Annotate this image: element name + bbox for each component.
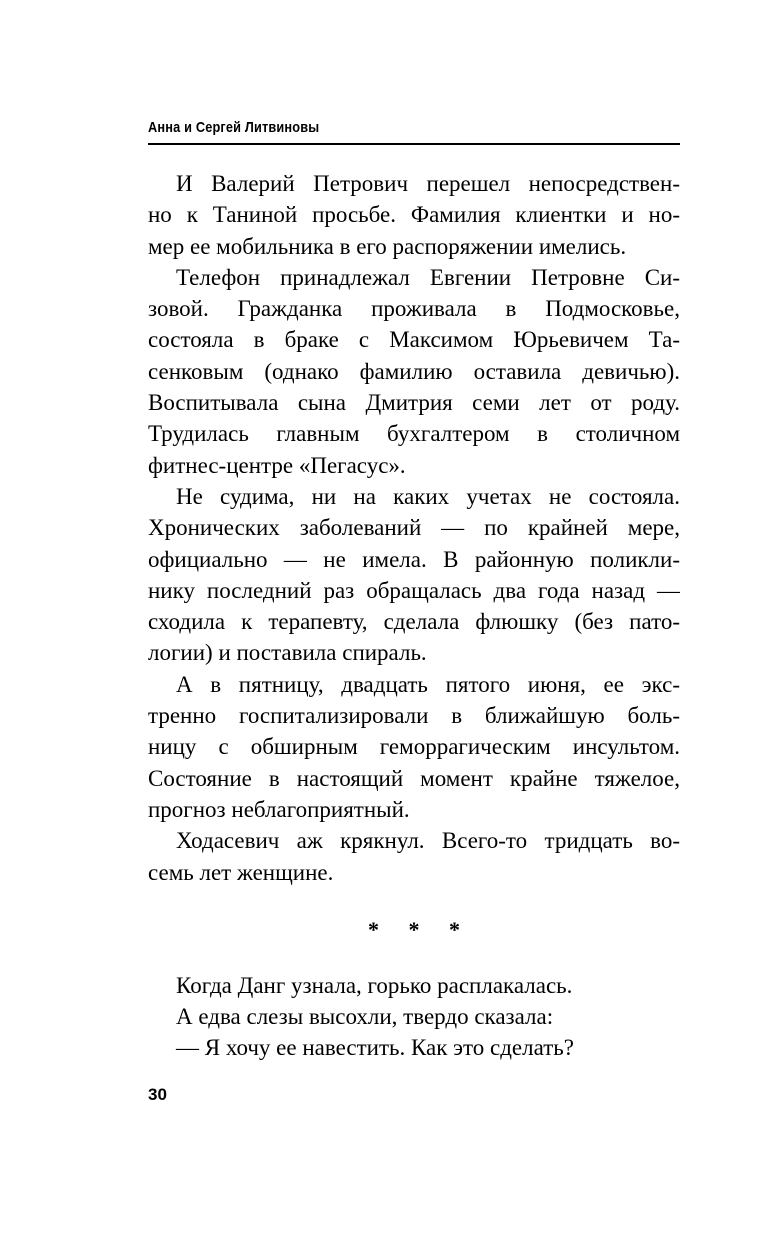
section-separator: * * * [368, 916, 472, 942]
paragraph [148, 1001, 680, 1032]
text-line: Когда Данг узнала, горько расплакалась. [176, 972, 573, 998]
text-line: тренно госпитализировали в ближайшую боль- [148, 703, 680, 729]
text-line: сенковым (однако фамилию оставила девичью). [148, 358, 680, 384]
paragraph [148, 970, 680, 1001]
text-line: ницу с обширным геморрагическим инсультом. [148, 734, 680, 760]
text-line: И Валерий Петрович перешел непосредствен- [176, 171, 680, 196]
text-line: Состояние в настоящий момент крайне тяжелое, [148, 765, 680, 791]
text-line: Телефон принадлежал Евгении Петровне Си- [176, 264, 680, 290]
text-line: мер ее мобильника в его распоряжении имелись. [148, 233, 627, 259]
text-line: официально — не имела. В районную поликли- [148, 546, 680, 572]
text-line: логии) и поставила спираль. [148, 640, 427, 666]
text-line: состояла в браке с Максимом Юрьевичем Та- [148, 327, 680, 353]
running-head-text: Анна и Сергей Литвиновы [148, 119, 320, 136]
paragraph [148, 168, 680, 262]
paragraph [148, 262, 680, 481]
paragraph [148, 669, 680, 825]
text-line: А в пятницу, двадцать пятого июня, ее экс- [176, 671, 680, 697]
text-line: А едва слезы высохли, твердо сказала: [176, 1004, 554, 1030]
text-line: но к Таниной просьбе. Фамилия клиентки и но- [148, 202, 680, 228]
paragraph [148, 825, 680, 888]
paragraph [148, 481, 680, 669]
text-line: семь лет женщине. [148, 859, 334, 885]
body-text [148, 168, 680, 1064]
text-line: зовой. Гражданка проживала в Подмосковье, [148, 296, 680, 322]
text-line: Трудилась главным бухгалтером в столичном [148, 421, 680, 447]
text-line: Ходасевич аж крякнул. Всего-то тридцать во- [176, 828, 680, 854]
text-line: сходила к терапевту, сделала флюшку (без пато- [148, 609, 680, 635]
page-number: 30 [148, 1085, 167, 1104]
text-line: Хронических заболеваний — по крайней мере, [148, 515, 680, 541]
text-line: — Я хочу ее навестить. Как это сделать? [176, 1035, 574, 1061]
text-line: прогноз неблагоприятный. [148, 796, 410, 822]
paragraph [148, 1032, 680, 1063]
text-line: нику последний раз обращалась два года назад — [148, 577, 680, 603]
book-page [148, 0, 680, 1240]
text-line: Воспитывала сына Дмитрия семи лет от роду. [148, 390, 680, 416]
text-line: Не судима, ни на каких учетах не состояла. [176, 483, 680, 509]
text-line: фитнес-центре «Пегасус». [148, 452, 406, 478]
running-head [148, 117, 680, 145]
